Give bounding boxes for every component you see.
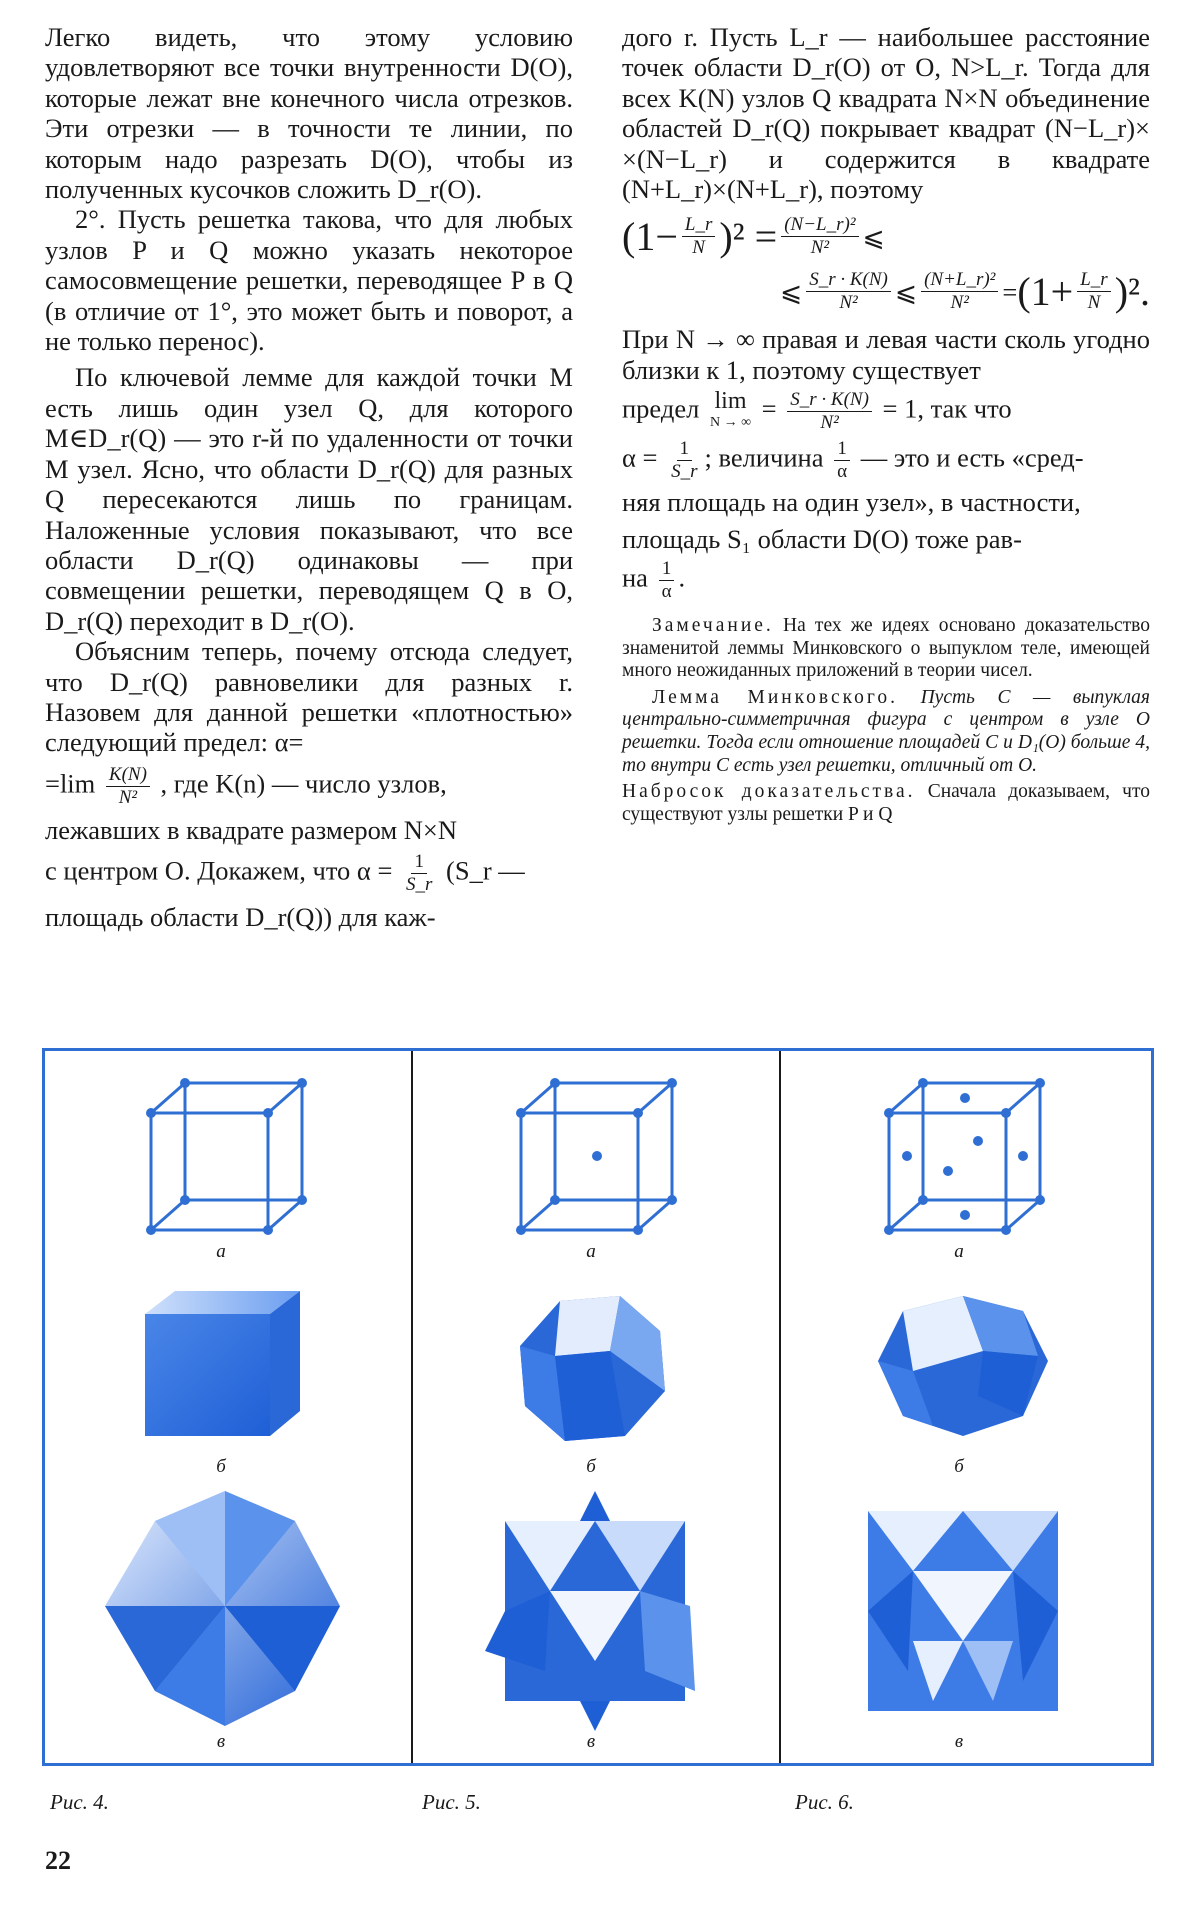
limit-line: предел lim N → ∞ = $\frac{S\_r \cdot K(N)}{\text{N²}}$ = 1, так что <box>622 387 1012 434</box>
paragraph: дого r. Пусть L_r — наибольшее расстояние точек области D_r(O) от O, N>L_r. Тогда для всех K(N) узлов Q квадрата N×N объединение областей D_r(Q) покрывает квадрат (N−L_r)× ×(N−L_r) и содержится в квадрате (N+L_r)×(N+L_r), поэтому <box>622 22 1150 205</box>
limit-operator: lim N → ∞ <box>709 387 752 430</box>
figure-6-panel <box>783 1051 1151 1763</box>
sub-label-a: а <box>586 1241 596 1262</box>
figure-caption: Рис. 6. <box>795 1790 854 1814</box>
paragraph: Легко видеть, что этому условию удовлетворяют все точки внутренности D(O), которые лежат вне конечного числа отрезков. Эти отрезки — в точности те линии, по которым надо разрезать D(O), чтобы из полученных кусочков сложить D_r(O). <box>45 22 573 205</box>
star-compound-solid <box>783 1051 1151 1763</box>
figure-5-panel <box>415 1051 783 1763</box>
fraction: $\frac{\text{(N+L\_r)²}}{\text{N²}}$ <box>921 269 998 314</box>
area-line: на $\frac{1}{\alpha}$ . <box>622 558 686 603</box>
fraction: $\frac{K(N)}{\text{N²}}$ <box>106 764 150 809</box>
sub-label-a: а <box>216 1241 226 1262</box>
fraction: $\frac{L\_r}{N}$ <box>1077 269 1110 314</box>
fraction: $\frac{S\_r \cdot K(N)}{\text{N²}}$ <box>806 269 891 314</box>
figure-frame <box>42 1048 1154 1766</box>
compound-polyhedron-solid <box>415 1051 783 1763</box>
density-formula-line: =lim $\frac{K(N)}{\text{N²}}$ , где K(n) — число узлов, <box>45 763 447 808</box>
sub-label-b: б <box>954 1456 964 1477</box>
alpha-line: α = $\frac{1}{S\_r}$ ; величина $\frac{1}{\alpha}$ — это и есть «сред- <box>622 438 1084 483</box>
sub-label-b: б <box>586 1456 596 1477</box>
cube-octahedron-compound <box>45 1051 413 1763</box>
paragraph: няя площадь на один узел», в частности, <box>622 487 1081 518</box>
fraction: $\frac{\text{(N−L\_r)²}}{\text{N²}}$ <box>781 214 858 259</box>
sub-label-c: в <box>216 1731 226 1752</box>
paragraph: площадь области D_r(Q)) для каж- <box>45 902 436 933</box>
page-number: 22 <box>45 1846 71 1875</box>
figure-caption: Рис. 4. <box>50 1790 109 1814</box>
paragraph: По ключевой лемме для каждой точки M есть лишь один узел Q, для которого M∈D_r(Q) — это r-й по удаленности от точки M узел. Ясно, что области D_r(Q) для разных Q пересекаются лишь по границам. Наложенные условия показывают, что все области D_r(Q) одинаковы — при совмещении решетки, переводящем Q в O, D_r(Q) переходит в D_r(O). <box>45 362 573 636</box>
fraction: $\frac{1}{\alpha}$ <box>834 438 850 483</box>
sub-label-a: а <box>954 1241 964 1262</box>
paragraph: При N → ∞ правая и левая части сколь угодно близки к 1, поэтому существует <box>622 324 1150 385</box>
fraction: $\frac{L\_r}{N}$ <box>682 214 715 259</box>
left-column <box>45 22 573 933</box>
figure-caption: Рис. 5. <box>422 1790 481 1814</box>
inequality-line-1: (1− $\frac{L\_r}{N}$ )² = $\frac{\text{(N−L\_r)²}}{\text{N²}}$ ⩽ <box>622 213 885 259</box>
proof-sketch: Набросок доказательства. Сначала доказываем, что существуют узлы решетки P и Q <box>622 781 1150 825</box>
paragraph: лежавших в квадрате размером N×N <box>45 814 457 845</box>
fraction: $\frac{1}{S\_r}$ <box>671 438 698 483</box>
fraction: $\frac{1}{\alpha}$ <box>659 558 675 603</box>
right-column <box>622 22 1150 826</box>
inequality-line-2: ⩽ $\frac{S\_r \cdot K(N)}{\text{N²}}$ ⩽ $\frac{\text{(N+L\_r)²}}{\text{N²}}$ = (1+ $\frac{L\_r}{N}$ )². <box>779 268 1150 314</box>
fraction: $\frac{1}{S\_r}$ <box>406 851 433 896</box>
sub-label-b: б <box>216 1456 226 1477</box>
figure-4-panel <box>45 1051 413 1763</box>
sub-label-c: в <box>954 1731 964 1752</box>
claim-line: с центром O. Докажем, что α = $\frac{1}{S\_r}$ (S_r — <box>45 851 525 896</box>
fraction: $\frac{S\_r \cdot K(N)}{\text{N²}}$ <box>787 389 872 434</box>
paragraph: Объясним теперь, почему отсюда следует, что D_r(Q) равновелики для разных r. Назовем для данной решетки «плотностью» следующий предел: α= <box>45 636 573 758</box>
sub-label-c: в <box>586 1731 596 1752</box>
paragraph: 2°. Пусть решетка такова, что для любых узлов P и Q можно указать некоторое самосовмещение решетки, переводящее P в Q (в отличие от 1°, это может быть и поворот, а не только перенос). <box>45 204 573 357</box>
paragraph: площадь S₁ области D(O) тоже рав- <box>622 523 1022 554</box>
lemma: Лемма Минковского. Пусть C — выпуклая центрально-симметричная фигура с центром в узле O решетки. Тогда если отношение площадей C и D₁(O) больше 4, то внутри C есть узел решетки, отличный от O. <box>622 686 1150 776</box>
remark: Замечание. На тех же идеях основано доказательство знаменитой леммы Минковского о выпуклом теле, имеющей много неожиданных приложений в теории чисел. <box>622 615 1150 682</box>
